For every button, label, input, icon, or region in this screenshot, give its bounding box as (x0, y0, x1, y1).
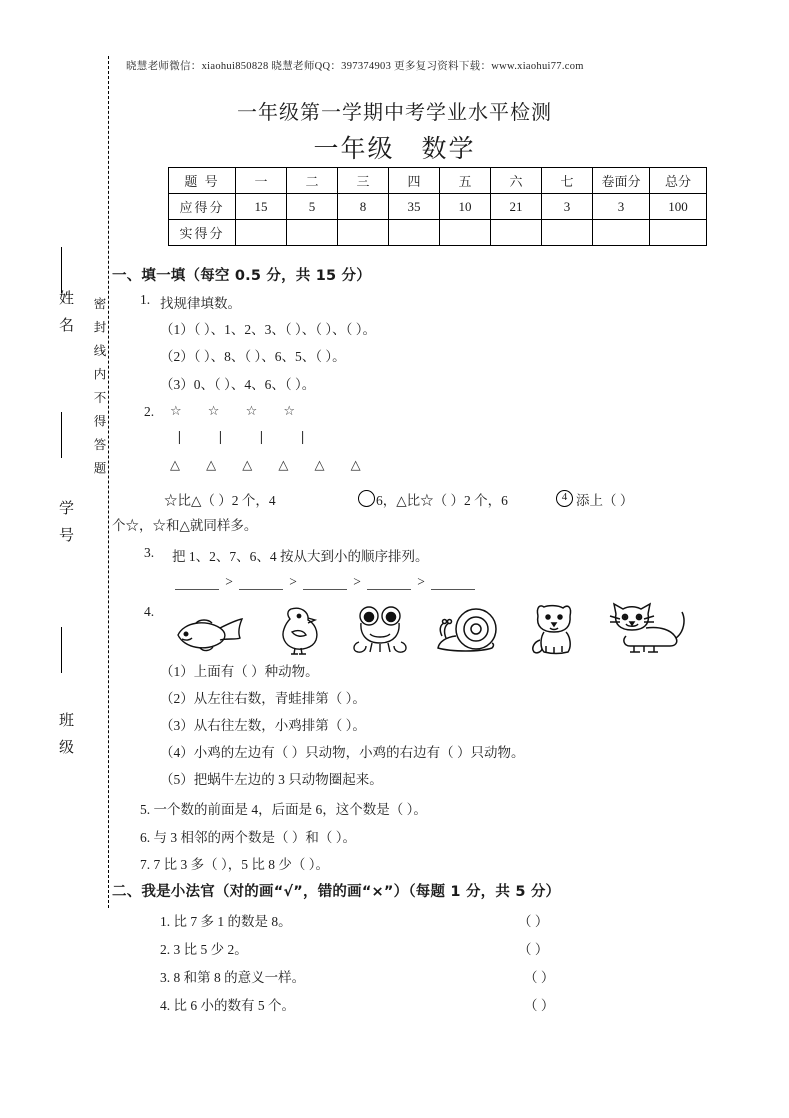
q1-item-2[interactable]: （2）（ ）、8、（ ）、6、5、（ ）。 (160, 349, 346, 364)
col-3: 三 (338, 168, 389, 194)
seal-rule-1 (61, 247, 62, 293)
order-blank-1[interactable] (175, 576, 219, 590)
order-blank-3[interactable] (303, 576, 347, 590)
q2-triangles-row: △ △ △ △ △ △ (170, 458, 372, 473)
s2-item-2-text: 2. 3 比 5 少 2。 (160, 942, 248, 957)
col-total: 总分 (650, 168, 707, 194)
page-subtitle: 一年级 数学 (313, 134, 476, 163)
expected-total: 100 (650, 194, 707, 220)
q4-item-5: （5）把蜗牛左边的 3 只动物圈起来。 (160, 772, 383, 787)
dog-icon (524, 602, 586, 656)
section-1-heading: 一、填一填（每空 0.5 分，共 15 分） (112, 268, 371, 284)
q3-order-blanks[interactable] (175, 574, 475, 590)
order-blank-2[interactable] (239, 576, 283, 590)
col-paper-score: 卷面分 (593, 168, 650, 194)
table-row-header (169, 168, 707, 194)
order-sep-1: > (225, 574, 233, 589)
circled-number-label: 4 (556, 490, 573, 507)
q4-item-2[interactable]: （2）从左往右数，青蛙排第（ ）。 (160, 691, 366, 706)
snail-icon (432, 606, 504, 656)
chick-icon (268, 604, 328, 656)
animal-illustration-row (170, 596, 690, 656)
table-row-actual (169, 220, 707, 246)
s2-item-4-answer[interactable]: （ ） (524, 998, 555, 1013)
actual-1[interactable] (236, 220, 287, 246)
q3-prompt: 把 1、2、7、6、4 按从大到小的顺序排列。 (172, 549, 429, 564)
cat-icon (606, 602, 690, 656)
order-blank-5[interactable] (431, 576, 475, 590)
table-row-expected (169, 194, 707, 220)
expected-5: 10 (440, 194, 491, 220)
expected-7: 3 (542, 194, 593, 220)
q2-text-d: 个☆，☆和△就同样多。 (112, 518, 258, 533)
row-label-expected: 应得分 (169, 194, 236, 220)
s2-item-4-text: 4. 比 6 小的数有 5 个。 (160, 998, 295, 1013)
q2-stars-row: ☆ ☆ ☆ ☆ (170, 404, 307, 419)
q1-item-1[interactable]: （1）（ ）、1、2、3、（ ）、（ ）、（ ）。 (160, 322, 376, 337)
expected-2: 5 (287, 194, 338, 220)
actual-2[interactable] (287, 220, 338, 246)
promo-header: 晓慧老师微信：xiaohui850828 晓慧老师QQ：397374903 更多复习资料下载：www.xiaohui77.com (126, 61, 584, 72)
q7-line[interactable]: 7. 7 比 3 多（ ），5 比 8 少（ ）。 (140, 857, 329, 872)
q5-line[interactable]: 5. 一个数的前面是 4，后面是 6，这个数是（ ）。 (140, 802, 427, 817)
q2-text-c[interactable]: 添上（ ） (576, 493, 634, 508)
q1-prompt: 找规律填数。 (160, 296, 241, 311)
q2-circled-four (556, 490, 573, 508)
section-2-heading: 二、我是小法官（对的画“√”，错的画“×”）（每题 1 分，共 5 分） (112, 884, 561, 900)
q3-number: 3. (144, 545, 155, 560)
expected-1: 15 (236, 194, 287, 220)
actual-7[interactable] (542, 220, 593, 246)
actual-paper[interactable] (593, 220, 650, 246)
q2-operator-circle[interactable] (358, 490, 375, 508)
col-1: 一 (236, 168, 287, 194)
expected-3: 8 (338, 194, 389, 220)
seal-label-id: 学号 (57, 500, 75, 554)
s2-item-1-text: 1. 比 7 多 1 的数是 8。 (160, 914, 292, 929)
seal-notice: 密封线内不得答题 (92, 297, 107, 485)
seal-dashed-line (108, 56, 109, 908)
col-5: 五 (440, 168, 491, 194)
col-6: 六 (491, 168, 542, 194)
q2-number: 2. (144, 404, 155, 419)
actual-3[interactable] (338, 220, 389, 246)
q4-number: 4. (144, 604, 155, 619)
fish-icon (170, 612, 248, 656)
q4-item-3[interactable]: （3）从右往左数，小鸡排第（ ）。 (160, 718, 366, 733)
seal-label-class: 班级 (57, 712, 75, 766)
q2-text-b[interactable]: 6，△比☆（ ）2 个，6 (376, 493, 508, 508)
q2-bars-row: ❘ ❘ ❘ ❘ (174, 430, 321, 445)
score-table (168, 167, 707, 246)
page-title: 一年级第一学期中考学业水平检测 (237, 100, 552, 124)
actual-6[interactable] (491, 220, 542, 246)
order-sep-4: > (417, 574, 425, 589)
q2-text-a[interactable]: ☆比△（ ）2 个，4 (164, 493, 276, 508)
col-7: 七 (542, 168, 593, 194)
q6-line[interactable]: 6. 与 3 相邻的两个数是（ ）和（ ）。 (140, 830, 356, 845)
order-sep-2: > (289, 574, 297, 589)
expected-paper: 3 (593, 194, 650, 220)
s2-item-1-answer[interactable]: （ ） (518, 914, 549, 929)
actual-5[interactable] (440, 220, 491, 246)
actual-4[interactable] (389, 220, 440, 246)
q1-item-3[interactable]: （3）0、（ ）、4、6、（ ）。 (160, 377, 316, 392)
expected-4: 35 (389, 194, 440, 220)
order-sep-3: > (353, 574, 361, 589)
row-label-question-no: 题 号 (169, 168, 236, 194)
s2-item-2-answer[interactable]: （ ） (518, 942, 549, 957)
seal-label-name: 姓名 (57, 290, 75, 344)
order-blank-4[interactable] (367, 576, 411, 590)
seal-rule-2 (61, 412, 62, 458)
col-2: 二 (287, 168, 338, 194)
q4-item-1[interactable]: （1）上面有（ ）种动物。 (160, 664, 319, 679)
row-label-actual: 实得分 (169, 220, 236, 246)
s2-item-3-text: 3. 8 和第 8 的意义一样。 (160, 970, 306, 985)
q1-number: 1. (140, 292, 151, 307)
frog-icon (348, 604, 412, 656)
expected-6: 21 (491, 194, 542, 220)
actual-total[interactable] (650, 220, 707, 246)
col-4: 四 (389, 168, 440, 194)
s2-item-3-answer[interactable]: （ ） (524, 970, 555, 985)
q4-item-4[interactable]: （4）小鸡的左边有（ ）只动物，小鸡的右边有（ ）只动物。 (160, 745, 525, 760)
seal-rule-3 (61, 627, 62, 673)
